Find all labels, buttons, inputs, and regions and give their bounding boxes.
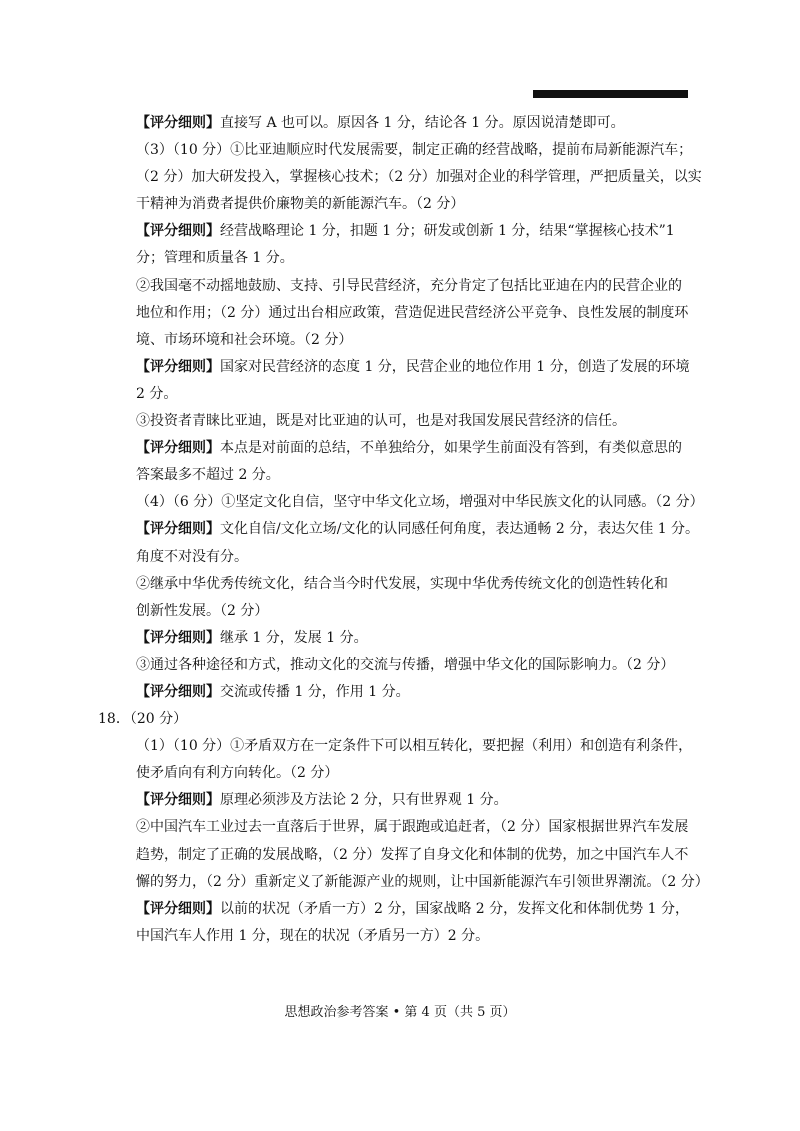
line-text: （1）（10 分）①矛盾双方在一定条件下可以相互转化，要把握（利用）和创造有利条件， [136, 738, 693, 755]
text-line [117, 164, 702, 191]
line-text: （2 分）加大研发投入，掌握核心技术；（2 分）加强对企业的科学管理，严把质量关，以实 [136, 169, 702, 186]
text-line [117, 544, 697, 571]
answer-text-body [98, 110, 709, 950]
text-line [117, 408, 697, 435]
text-line [117, 245, 697, 272]
scoring-rule-label: 【评分细则】 [136, 223, 220, 240]
line-text: 原理必须涉及方法论 2 分，只有世界观 1 分。 [220, 792, 508, 809]
text-line [117, 327, 697, 354]
line-text: 经营战略理论 1 分，扣题 1 分；研发或创新 1 分，结果“掌握核心技术”1 [220, 223, 675, 240]
text-line [117, 652, 697, 679]
text-line [117, 110, 697, 137]
scoring-rule-label: 【评分细则】 [136, 683, 220, 700]
line-text: 以前的状况（矛盾一方）2 分，国家战略 2 分，发挥文化和体制优势 1 分， [220, 900, 689, 917]
line-text: 2 分。 [136, 385, 178, 402]
text-line [117, 760, 697, 787]
scoring-rule-label: 【评分细则】 [136, 900, 220, 917]
line-text: （4）（6 分）①坚定文化自信，坚守中华文化立场，增强对中华民族文化的认同感。（2 分） [136, 494, 704, 511]
text-line [117, 869, 709, 896]
text-line [117, 218, 697, 245]
line-text: ③投资者青睐比亚迪，既是对比亚迪的认可，也是对我国发展民营经济的信任。 [136, 413, 626, 430]
text-line [117, 516, 700, 543]
line-text: 境、市场环境和社会环境。（2 分） [136, 331, 353, 348]
text-line [117, 842, 697, 869]
line-text: ③通过各种途径和方式，推动文化的交流与传播，增强中华文化的国际影响力。（2 分） [136, 656, 675, 673]
text-line [117, 354, 697, 381]
line-text: ②我国毫不动摇地鼓励、支持、引导民营经济，充分肯定了包括比亚迪在内的民营企业的 [136, 277, 682, 294]
page-footer: 思想政治参考答案 • 第 4 页（共 5 页） [284, 1005, 516, 1020]
text-line [117, 814, 697, 841]
line-text: （3）（10 分）①比亚迪顺应时代发展需要，制定正确的经营战略，提前布局新能源汽车； [136, 142, 693, 159]
text-line [117, 300, 697, 327]
text-line [117, 896, 697, 923]
line-text: 文化自信/文化立场/文化的认同感任何角度，表达通畅 2 分，表达欠佳 1 分。 [220, 521, 700, 538]
text-line [117, 435, 697, 462]
line-text: 创新性发展。（2 分） [136, 602, 269, 619]
line-text: 干精神为消费者提供价廉物美的新能源汽车。（2 分） [136, 196, 465, 213]
text-line [117, 381, 697, 408]
line-text: 地位和作用；（2 分）通过出台相应政策，营造促进民营经济公平竞争、良性发展的制度环 [136, 304, 689, 321]
text-line [117, 571, 697, 598]
text-line [117, 679, 697, 706]
line-text: 继承 1 分，发展 1 分。 [220, 629, 368, 646]
line-text: （20 分） [129, 711, 188, 728]
scoring-rule-label: 【评分细则】 [136, 115, 220, 131]
text-line [117, 733, 697, 760]
text-line [117, 787, 697, 814]
line-text: 直接写 A 也可以。原因各 1 分，结论各 1 分。原因说清楚即可。 [220, 115, 625, 131]
text-line [98, 706, 697, 733]
line-text: 懈的努力，（2 分）重新定义了新能源产业的规则，让中国新能源汽车引领世界潮流。（2 分） [136, 873, 709, 890]
scoring-rule-label: 【评分细则】 [136, 629, 220, 646]
scoring-rule-label: 【评分细则】 [136, 792, 220, 809]
line-text: ②中国汽车工业过去一直落后于世界，属于跟跑或追赶者，（2 分）国家根据世界汽车发展 [136, 819, 689, 836]
line-text: 使矛盾向有利方向转化。（2 分） [136, 765, 339, 782]
text-line [117, 137, 697, 164]
text-line [117, 489, 704, 516]
text-line [117, 598, 697, 625]
line-text: 趋势，制定了正确的发展战略，（2 分）发挥了自身文化和体制的优势，加之中国汽车人不 [136, 846, 689, 863]
header-rule [533, 90, 688, 98]
scoring-rule-label: 【评分细则】 [136, 358, 220, 375]
text-line [117, 923, 697, 950]
line-text: 交流或传播 1 分，作用 1 分。 [220, 683, 410, 700]
line-text: 国家对民营经济的态度 1 分，民营企业的地位作用 1 分，创造了发展的环境 [220, 358, 690, 375]
text-line [117, 273, 697, 300]
line-text: 本点是对前面的总结，不单独给分，如果学生前面没有答到，有类似意思的 [220, 440, 682, 457]
line-text: 中国汽车人作用 1 分，现在的状况（矛盾另一方）2 分。 [136, 927, 490, 944]
line-text: 分；管理和质量各 1 分。 [136, 250, 294, 267]
line-text: 答案最多不超过 2 分。 [136, 467, 280, 484]
line-text: 角度不对没有分。 [136, 548, 248, 565]
line-text: ②继承中华优秀传统文化，结合当今时代发展，实现中华优秀传统文化的创造性转化和 [136, 575, 668, 592]
text-line [117, 625, 697, 652]
scoring-rule-label: 【评分细则】 [136, 521, 220, 538]
text-line [117, 462, 697, 489]
text-line [117, 191, 697, 218]
question-number: 18． [98, 711, 130, 728]
scoring-rule-label: 【评分细则】 [136, 440, 220, 457]
